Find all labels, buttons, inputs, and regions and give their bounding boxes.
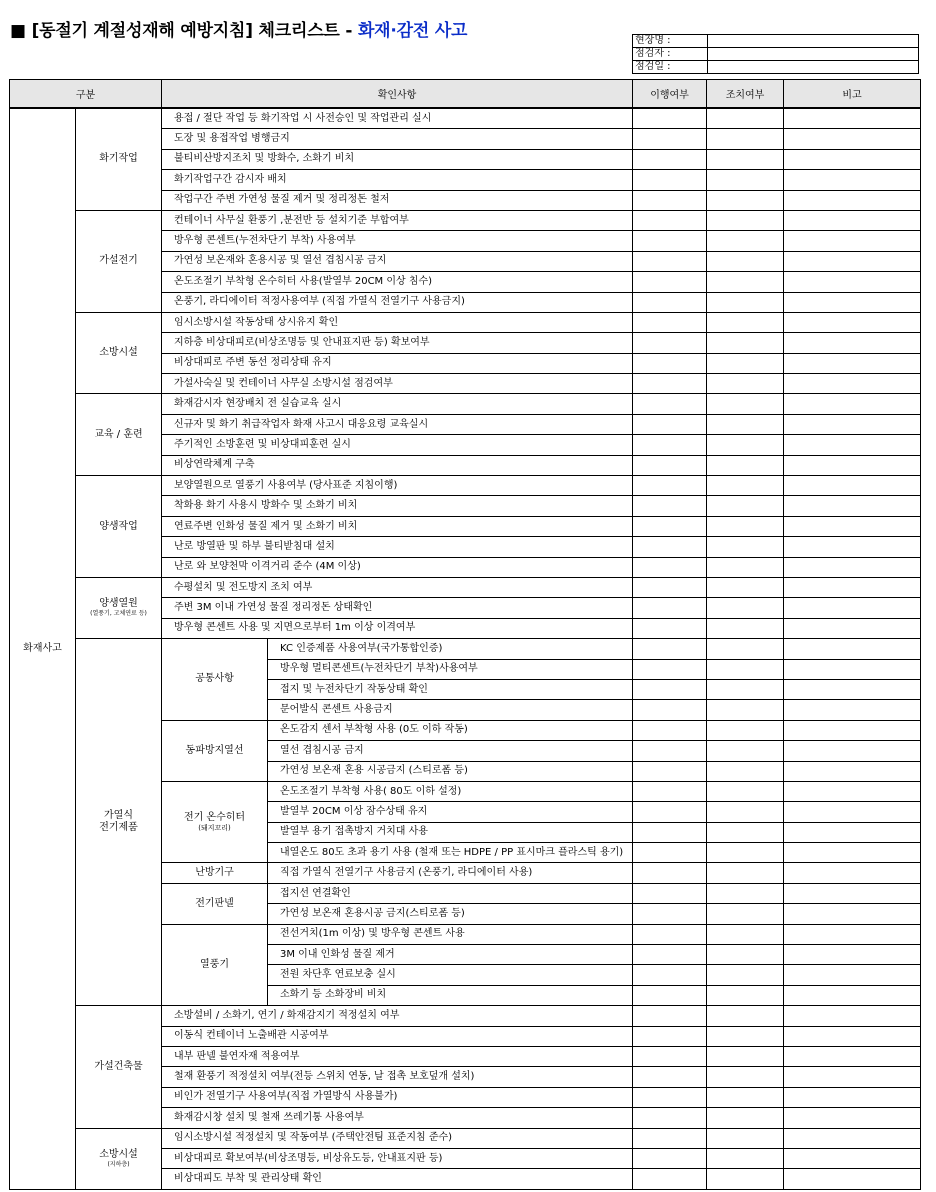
check-item: 보양열원으로 열풍기 사용여부 (당사표준 지침이행) xyxy=(162,476,633,496)
check-item: 3M 이내 인화성 물질 제거 xyxy=(268,945,633,965)
subgroup-label xyxy=(162,883,268,924)
check-item: 전선거치(1m 이상) 및 방우형 콘센트 사용 xyxy=(268,924,633,944)
note-cell[interactable] xyxy=(784,516,921,536)
note-cell[interactable] xyxy=(784,1067,921,1087)
done-check-cell[interactable] xyxy=(633,598,707,618)
note-cell[interactable] xyxy=(784,414,921,434)
note-cell[interactable] xyxy=(784,1026,921,1046)
check-item: 비상대피로 주변 동선 정리상태 유지 xyxy=(162,353,633,373)
done-check-cell[interactable] xyxy=(633,700,707,720)
action-check-cell[interactable] xyxy=(707,108,784,129)
action-check-cell[interactable] xyxy=(707,883,784,903)
done-check-cell[interactable] xyxy=(633,374,707,394)
group-label-g1 xyxy=(76,108,162,210)
check-item: 용접 / 절단 작업 등 화기작업 시 사전승인 및 작업관리 실시 xyxy=(162,108,633,129)
done-check-cell[interactable] xyxy=(633,1067,707,1087)
note-cell[interactable] xyxy=(784,618,921,638)
check-item: 접지선 연결확인 xyxy=(268,883,633,903)
header-note: 비고 xyxy=(784,80,921,109)
action-check-cell[interactable] xyxy=(707,1046,784,1066)
done-check-cell[interactable] xyxy=(633,843,707,863)
done-check-cell[interactable] xyxy=(633,1087,707,1107)
check-item: 가연성 보온재 혼용 시공금지 (스티로폼 등) xyxy=(268,761,633,781)
header-done: 이행여부 xyxy=(633,80,707,109)
action-check-cell[interactable] xyxy=(707,1026,784,1046)
action-check-cell[interactable] xyxy=(707,557,784,577)
done-check-cell[interactable] xyxy=(633,496,707,516)
inspection-info-table xyxy=(632,34,919,74)
checklist-row xyxy=(10,1128,921,1148)
action-check-cell[interactable] xyxy=(707,190,784,210)
action-check-cell[interactable] xyxy=(707,333,784,353)
check-item: 임시소방시설 적정설치 및 작동여부 (주택안전팀 표준지침 준수) xyxy=(162,1128,633,1148)
note-cell[interactable] xyxy=(784,353,921,373)
checklist-row xyxy=(10,210,921,230)
check-item: 신규자 및 화기 취급작업자 화재 사고시 대응요령 교육실시 xyxy=(162,414,633,434)
done-check-cell[interactable] xyxy=(633,720,707,740)
note-cell[interactable] xyxy=(784,455,921,475)
action-check-cell[interactable] xyxy=(707,537,784,557)
group-label-text: 가설건축물 xyxy=(94,1060,143,1072)
check-item: 내열온도 80도 초과 용기 사용 (철재 또는 HDPE / PP 표시마크 플라스틱 용기) xyxy=(268,843,633,863)
action-check-cell[interactable] xyxy=(707,700,784,720)
done-check-cell[interactable] xyxy=(633,1148,707,1168)
action-check-cell[interactable] xyxy=(707,251,784,271)
note-cell[interactable] xyxy=(784,312,921,332)
check-item: 비인가 전열기구 사용여부(직접 가열방식 사용불가) xyxy=(162,1087,633,1107)
done-check-cell[interactable] xyxy=(633,353,707,373)
done-check-cell[interactable] xyxy=(633,577,707,597)
done-check-cell[interactable] xyxy=(633,1026,707,1046)
checklist-row xyxy=(10,639,921,659)
group-label-text: 화기작업 xyxy=(99,153,138,165)
done-check-cell[interactable] xyxy=(633,802,707,822)
note-cell[interactable] xyxy=(784,435,921,455)
header-action: 조치여부 xyxy=(707,80,784,109)
check-item: 내부 판넬 불연자재 적용여부 xyxy=(162,1046,633,1066)
check-item: 온풍기, 라디에이터 적정사용여부 (직접 가열식 전열기구 사용금지) xyxy=(162,292,633,312)
checklist-row xyxy=(10,476,921,496)
group-label-line1: 가열식 xyxy=(104,810,133,822)
note-cell[interactable] xyxy=(784,659,921,679)
checklist-row xyxy=(10,312,921,332)
action-check-cell[interactable] xyxy=(707,741,784,761)
inspection-date-label: 점검일 : xyxy=(633,61,708,74)
done-check-cell[interactable] xyxy=(633,292,707,312)
inspection-date-field[interactable] xyxy=(708,61,919,74)
check-item: 수평설치 및 전도방지 조치 여부 xyxy=(162,577,633,597)
action-check-cell[interactable] xyxy=(707,1006,784,1026)
note-cell[interactable] xyxy=(784,598,921,618)
check-item: 화재감시창 설치 및 철재 쓰레기통 사용여부 xyxy=(162,1108,633,1128)
subgroup-label-text: 공통사항 xyxy=(195,673,234,685)
check-item: 방우형 콘센트 사용 및 지면으로부터 1m 이상 이격여부 xyxy=(162,618,633,638)
check-item: 열선 겹침시공 금지 xyxy=(268,741,633,761)
done-check-cell[interactable] xyxy=(633,822,707,842)
note-cell[interactable] xyxy=(784,272,921,292)
action-check-cell[interactable] xyxy=(707,231,784,251)
group-sublabel: (열풍기, 고체연료 등) xyxy=(90,610,147,618)
action-check-cell[interactable] xyxy=(707,210,784,230)
check-item: 발열부 용기 접촉방지 거치대 사용 xyxy=(268,822,633,842)
subgroup-label-text: 열풍기 xyxy=(200,958,229,970)
done-check-cell[interactable] xyxy=(633,312,707,332)
check-item: 온도감지 센서 부착형 사용 (0도 이하 작동) xyxy=(268,720,633,740)
check-item: 비상대피도 부착 및 관리상태 확인 xyxy=(162,1169,633,1189)
note-cell[interactable] xyxy=(784,781,921,801)
site-name-label: 현장명 : xyxy=(633,35,708,48)
check-item: 가연성 보온재 혼용시공 금지(스티로폼 등) xyxy=(268,904,633,924)
check-item: 주변 3M 이내 가연성 물질 정리정돈 상태확인 xyxy=(162,598,633,618)
group-label-text: 양생열원 xyxy=(99,598,138,610)
title-accent: 화재·감전 사고 xyxy=(357,21,468,41)
check-item: 지하층 비상대피로(비상조명등 및 안내표지판 등) 확보여부 xyxy=(162,333,633,353)
note-cell[interactable] xyxy=(784,170,921,190)
action-check-cell[interactable] xyxy=(707,374,784,394)
done-check-cell[interactable] xyxy=(633,272,707,292)
subgroup-label-text: 동파방지열선 xyxy=(185,744,244,756)
action-check-cell[interactable] xyxy=(707,802,784,822)
action-check-cell[interactable] xyxy=(707,149,784,169)
done-check-cell[interactable] xyxy=(633,1128,707,1148)
note-cell[interactable] xyxy=(784,761,921,781)
note-cell[interactable] xyxy=(784,231,921,251)
note-cell[interactable] xyxy=(784,476,921,496)
done-check-cell[interactable] xyxy=(633,333,707,353)
check-item: 난로 와 보양천막 이격거리 준수 (4M 이상) xyxy=(162,557,633,577)
note-cell[interactable] xyxy=(784,679,921,699)
note-cell[interactable] xyxy=(784,720,921,740)
note-cell[interactable] xyxy=(784,292,921,312)
note-cell[interactable] xyxy=(784,802,921,822)
note-cell[interactable] xyxy=(784,333,921,353)
header-category: 구분 xyxy=(10,80,162,109)
note-cell[interactable] xyxy=(784,1087,921,1107)
check-item: 온도조절기 부착형 사용( 80도 이하 설정) xyxy=(268,781,633,801)
check-item: 직접 가열식 전열기구 사용금지 (온풍기, 라디에이터 사용) xyxy=(268,863,633,883)
note-cell[interactable] xyxy=(784,1128,921,1148)
check-item: 이동식 컨테이너 노출배관 시공여부 xyxy=(162,1026,633,1046)
check-item: 도장 및 용접작업 병행금지 xyxy=(162,129,633,149)
check-item: 주기적인 소방훈련 및 비상대피훈련 실시 xyxy=(162,435,633,455)
done-check-cell[interactable] xyxy=(633,618,707,638)
action-check-cell[interactable] xyxy=(707,170,784,190)
check-item: KC 인증제품 사용여부(국가통합인증) xyxy=(268,639,633,659)
subgroup-label xyxy=(162,720,268,781)
group-label-text: 가설전기 xyxy=(99,255,138,267)
subgroup-label-text: 난방기구 xyxy=(195,867,234,879)
checklist-table xyxy=(9,79,921,1190)
action-check-cell[interactable] xyxy=(707,904,784,924)
done-check-cell[interactable] xyxy=(633,679,707,699)
note-cell[interactable] xyxy=(784,965,921,985)
done-check-cell[interactable] xyxy=(633,414,707,434)
note-cell[interactable] xyxy=(784,843,921,863)
done-check-cell[interactable] xyxy=(633,659,707,679)
check-item: 소화기 등 소화장비 비치 xyxy=(268,985,633,1005)
group-label-g2 xyxy=(76,210,162,312)
checklist-row xyxy=(10,394,921,414)
done-check-cell[interactable] xyxy=(633,231,707,251)
header-row xyxy=(10,80,921,109)
done-check-cell[interactable] xyxy=(633,476,707,496)
done-check-cell[interactable] xyxy=(633,190,707,210)
group-label-g7 xyxy=(76,639,162,1006)
subgroup-label-text: 전기 온수히터 xyxy=(183,812,246,824)
note-cell[interactable] xyxy=(784,394,921,414)
note-cell[interactable] xyxy=(784,190,921,210)
note-cell[interactable] xyxy=(784,822,921,842)
action-check-cell[interactable] xyxy=(707,1067,784,1087)
checklist-row xyxy=(10,108,921,129)
done-check-cell[interactable] xyxy=(633,557,707,577)
done-check-cell[interactable] xyxy=(633,149,707,169)
done-check-cell[interactable] xyxy=(633,904,707,924)
group-label-g5 xyxy=(76,476,162,578)
note-cell[interactable] xyxy=(784,639,921,659)
group-label-text: 양생작업 xyxy=(99,520,138,532)
group-label-text: 소방시설 xyxy=(99,347,138,359)
site-name-field[interactable] xyxy=(708,35,919,48)
inspector-label: 점검자 : xyxy=(633,48,708,61)
note-cell[interactable] xyxy=(784,1046,921,1066)
note-cell[interactable] xyxy=(784,577,921,597)
info-row xyxy=(633,48,919,61)
check-item: 화기작업구간 감시자 배치 xyxy=(162,170,633,190)
action-check-cell[interactable] xyxy=(707,1128,784,1148)
done-check-cell[interactable] xyxy=(633,924,707,944)
check-item: 착화용 화기 사용시 방화수 및 소화기 비치 xyxy=(162,496,633,516)
group-label-text: 소방시설 xyxy=(99,1148,138,1160)
check-item: 가연성 보온재와 혼용시공 및 열선 겹침시공 금지 xyxy=(162,251,633,271)
info-row xyxy=(633,35,919,48)
action-check-cell[interactable] xyxy=(707,292,784,312)
action-check-cell[interactable] xyxy=(707,312,784,332)
action-check-cell[interactable] xyxy=(707,965,784,985)
check-item: 발열부 20CM 이상 잠수상태 유지 xyxy=(268,802,633,822)
done-check-cell[interactable] xyxy=(633,516,707,536)
note-cell[interactable] xyxy=(784,1006,921,1026)
note-cell[interactable] xyxy=(784,700,921,720)
group-label-g3 xyxy=(76,312,162,394)
done-check-cell[interactable] xyxy=(633,1108,707,1128)
note-cell[interactable] xyxy=(784,985,921,1005)
title-prefix: ■ [동절기 계절성재해 예방지침] 체크리스트 - xyxy=(10,21,358,41)
action-check-cell[interactable] xyxy=(707,639,784,659)
group-label-g8 xyxy=(76,1006,162,1128)
action-check-cell[interactable] xyxy=(707,945,784,965)
checklist-row xyxy=(10,577,921,597)
header-check: 확인사항 xyxy=(162,80,633,109)
check-item: 방우형 멀티콘센트(누전차단기 부착)사용여부 xyxy=(268,659,633,679)
action-check-cell[interactable] xyxy=(707,781,784,801)
check-item: 난로 방열판 및 하부 불티받침대 설치 xyxy=(162,537,633,557)
note-cell[interactable] xyxy=(784,904,921,924)
group-label-text: 교육 / 훈련 xyxy=(94,428,143,440)
done-check-cell[interactable] xyxy=(633,1169,707,1189)
done-check-cell[interactable] xyxy=(633,170,707,190)
action-check-cell[interactable] xyxy=(707,272,784,292)
note-cell[interactable] xyxy=(784,210,921,230)
check-item: 불티비산방지조치 및 방화수, 소화기 비치 xyxy=(162,149,633,169)
done-check-cell[interactable] xyxy=(633,129,707,149)
group-label-g4 xyxy=(76,394,162,476)
note-cell[interactable] xyxy=(784,883,921,903)
action-check-cell[interactable] xyxy=(707,1148,784,1168)
note-cell[interactable] xyxy=(784,108,921,129)
done-check-cell[interactable] xyxy=(633,883,707,903)
done-check-cell[interactable] xyxy=(633,1046,707,1066)
action-check-cell[interactable] xyxy=(707,353,784,373)
check-item: 비상대피로 확보여부(비상조명등, 비상유도등, 안내표지판 등) xyxy=(162,1148,633,1168)
category-label: 화재사고 xyxy=(10,108,76,1189)
group-label-g9 xyxy=(76,1128,162,1189)
note-cell[interactable] xyxy=(784,945,921,965)
group-label-g6 xyxy=(76,577,162,638)
action-check-cell[interactable] xyxy=(707,455,784,475)
done-check-cell[interactable] xyxy=(633,455,707,475)
done-check-cell[interactable] xyxy=(633,537,707,557)
check-item: 연료주변 인화성 물질 제거 및 소화기 비치 xyxy=(162,516,633,536)
action-check-cell[interactable] xyxy=(707,618,784,638)
action-check-cell[interactable] xyxy=(707,659,784,679)
page-title xyxy=(10,16,467,41)
done-check-cell[interactable] xyxy=(633,108,707,129)
action-check-cell[interactable] xyxy=(707,414,784,434)
action-check-cell[interactable] xyxy=(707,435,784,455)
check-item: 철재 환풍기 적정설치 여부(전등 스위치 연동, 날 접촉 보호덮개 설치) xyxy=(162,1067,633,1087)
note-cell[interactable] xyxy=(784,1108,921,1128)
check-item: 임시소방시설 작동상태 상시유지 확인 xyxy=(162,312,633,332)
note-cell[interactable] xyxy=(784,1169,921,1189)
group-label-line2: 전기제품 xyxy=(99,822,138,834)
action-check-cell[interactable] xyxy=(707,1108,784,1128)
done-check-cell[interactable] xyxy=(633,761,707,781)
action-check-cell[interactable] xyxy=(707,598,784,618)
info-row xyxy=(633,61,919,74)
done-check-cell[interactable] xyxy=(633,394,707,414)
action-check-cell[interactable] xyxy=(707,496,784,516)
done-check-cell[interactable] xyxy=(633,251,707,271)
checklist-row xyxy=(10,1006,921,1026)
check-item: 전원 차단후 연료보충 실시 xyxy=(268,965,633,985)
action-check-cell[interactable] xyxy=(707,761,784,781)
action-check-cell[interactable] xyxy=(707,843,784,863)
group-sublabel: (지하층) xyxy=(107,1160,130,1168)
subgroup-label xyxy=(162,863,268,883)
subgroup-label xyxy=(162,639,268,721)
action-check-cell[interactable] xyxy=(707,985,784,1005)
subgroup-label-text: 전기판넬 xyxy=(195,897,234,909)
done-check-cell[interactable] xyxy=(633,863,707,883)
done-check-cell[interactable] xyxy=(633,210,707,230)
action-check-cell[interactable] xyxy=(707,129,784,149)
check-item: 화재감시자 현장배치 전 실습교육 실시 xyxy=(162,394,633,414)
check-item: 접지 및 누전차단기 작동상태 확인 xyxy=(268,679,633,699)
action-check-cell[interactable] xyxy=(707,1169,784,1189)
subgroup-sublabel: (돼지꼬리) xyxy=(198,824,231,833)
action-check-cell[interactable] xyxy=(707,516,784,536)
done-check-cell[interactable] xyxy=(633,965,707,985)
note-cell[interactable] xyxy=(784,251,921,271)
done-check-cell[interactable] xyxy=(633,985,707,1005)
subgroup-label xyxy=(162,924,268,1006)
action-check-cell[interactable] xyxy=(707,720,784,740)
done-check-cell[interactable] xyxy=(633,741,707,761)
note-cell[interactable] xyxy=(784,1148,921,1168)
check-item: 온도조절기 부착형 온수히터 사용(발열부 20CM 이상 침수) xyxy=(162,272,633,292)
action-check-cell[interactable] xyxy=(707,822,784,842)
check-item: 작업구간 주변 가연성 물질 제거 및 정리정돈 철저 xyxy=(162,190,633,210)
note-cell[interactable] xyxy=(784,129,921,149)
done-check-cell[interactable] xyxy=(633,781,707,801)
note-cell[interactable] xyxy=(784,537,921,557)
check-item: 가설사숙실 및 컨테이너 사무실 소방시설 점검여부 xyxy=(162,374,633,394)
action-check-cell[interactable] xyxy=(707,863,784,883)
note-cell[interactable] xyxy=(784,496,921,516)
check-item: 비상연락체계 구축 xyxy=(162,455,633,475)
check-item: 문어발식 콘센트 사용금지 xyxy=(268,700,633,720)
check-item: 방우형 콘센트(누전차단기 부착) 사용여부 xyxy=(162,231,633,251)
action-check-cell[interactable] xyxy=(707,577,784,597)
done-check-cell[interactable] xyxy=(633,1006,707,1026)
check-item: 소방설비 / 소화기, 연기 / 화재감지기 적정설치 여부 xyxy=(162,1006,633,1026)
note-cell[interactable] xyxy=(784,924,921,944)
done-check-cell[interactable] xyxy=(633,435,707,455)
inspector-field[interactable] xyxy=(708,48,919,61)
note-cell[interactable] xyxy=(784,149,921,169)
action-check-cell[interactable] xyxy=(707,394,784,414)
action-check-cell[interactable] xyxy=(707,1087,784,1107)
note-cell[interactable] xyxy=(784,374,921,394)
check-item: 컨테이너 사무실 환풍기 ,분전반 등 설치기준 부합여부 xyxy=(162,210,633,230)
action-check-cell[interactable] xyxy=(707,679,784,699)
subgroup-label xyxy=(162,781,268,863)
note-cell[interactable] xyxy=(784,557,921,577)
note-cell[interactable] xyxy=(784,863,921,883)
done-check-cell[interactable] xyxy=(633,639,707,659)
action-check-cell[interactable] xyxy=(707,924,784,944)
action-check-cell[interactable] xyxy=(707,476,784,496)
note-cell[interactable] xyxy=(784,741,921,761)
done-check-cell[interactable] xyxy=(633,945,707,965)
